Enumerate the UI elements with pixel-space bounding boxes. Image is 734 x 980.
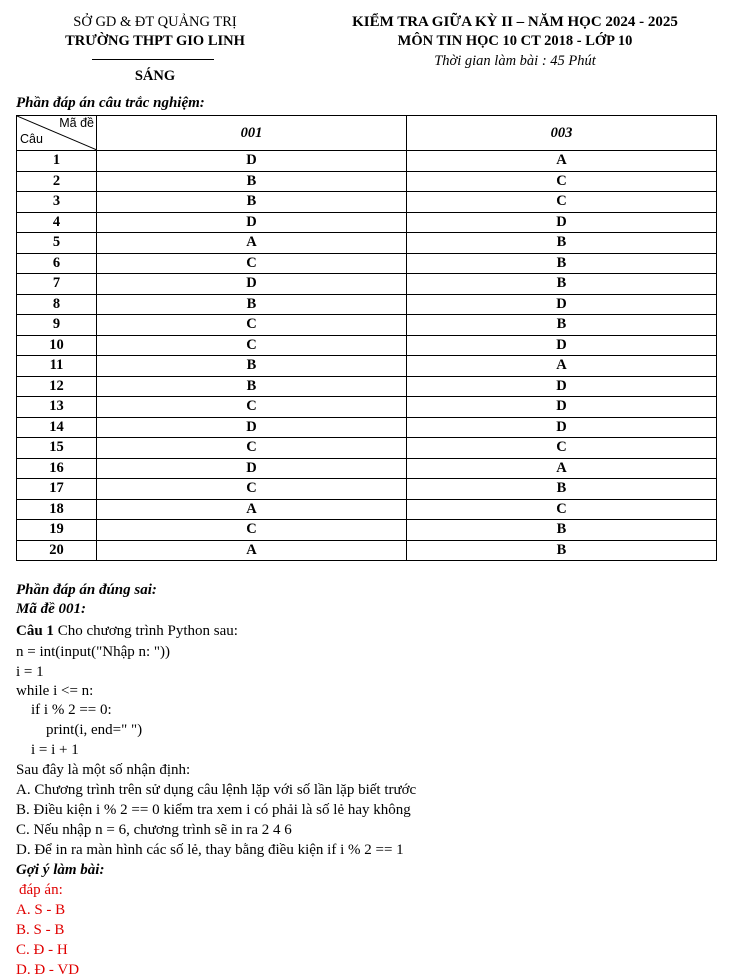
question-text: Cho chương trình Python sau: bbox=[53, 623, 238, 639]
answer-001: C bbox=[97, 520, 407, 541]
answer-001: A bbox=[97, 540, 407, 561]
answer-001: D bbox=[97, 458, 407, 479]
code-line-5: print(i, end=" ") bbox=[16, 722, 143, 738]
code-line-4: if i % 2 == 0: bbox=[16, 702, 112, 718]
question-number: 1 bbox=[17, 151, 97, 172]
answer-001: D bbox=[97, 151, 407, 172]
exam-title: KIỂM TRA GIỮA KỲ II – NĂM HỌC 2024 - 2025 bbox=[352, 14, 678, 30]
table-row bbox=[17, 499, 717, 520]
answer-003: B bbox=[407, 233, 717, 254]
answer-001: C bbox=[97, 397, 407, 418]
duration-line: Thời gian làm bài : 45 Phút bbox=[434, 53, 596, 69]
corner-question-label: Câu bbox=[20, 132, 43, 146]
school-name: TRƯỜNG THPT GIO LINH bbox=[65, 33, 245, 49]
answer-001: B bbox=[97, 171, 407, 192]
question-number: 18 bbox=[17, 499, 97, 520]
answer-003: A bbox=[407, 151, 717, 172]
table-header-row bbox=[17, 116, 717, 151]
code-title: Mã đề 001: bbox=[16, 601, 86, 617]
question-number: 19 bbox=[17, 520, 97, 541]
answer-003: A bbox=[407, 458, 717, 479]
question-number: 6 bbox=[17, 253, 97, 274]
answer-003: D bbox=[407, 376, 717, 397]
answer-001: C bbox=[97, 438, 407, 459]
statement-a: A. Chương trình trên sử dụng câu lệnh lặp với số lần lặp biết trước bbox=[16, 782, 417, 798]
answer-a: A. S - B bbox=[16, 902, 66, 918]
answer-003: C bbox=[407, 499, 717, 520]
answer-003: C bbox=[407, 438, 717, 459]
table-row bbox=[17, 253, 717, 274]
department-name: SỞ GD & ĐT QUẢNG TRỊ bbox=[73, 14, 237, 30]
answer-001: C bbox=[97, 315, 407, 336]
answer-001: C bbox=[97, 253, 407, 274]
code-header-003: 003 bbox=[407, 116, 717, 151]
table-row bbox=[17, 192, 717, 213]
question-number: 12 bbox=[17, 376, 97, 397]
table-row bbox=[17, 233, 717, 254]
question-number: 11 bbox=[17, 356, 97, 377]
answer-003: C bbox=[407, 192, 717, 213]
question-number: 14 bbox=[17, 417, 97, 438]
corner-cell bbox=[17, 116, 97, 151]
answer-label: đáp án: bbox=[19, 882, 63, 898]
table-row bbox=[17, 417, 717, 438]
answer-table bbox=[16, 115, 717, 561]
question-number: 15 bbox=[17, 438, 97, 459]
mc-section-title: Phần đáp án câu trắc nghiệm: bbox=[16, 95, 205, 111]
table-row bbox=[17, 151, 717, 172]
table-row bbox=[17, 438, 717, 459]
answer-003: B bbox=[407, 479, 717, 500]
answer-003: D bbox=[407, 335, 717, 356]
answer-003: D bbox=[407, 417, 717, 438]
answer-c: C. Đ - H bbox=[16, 942, 68, 958]
table-row bbox=[17, 315, 717, 336]
table-row bbox=[17, 212, 717, 233]
statement-c: C. Nếu nhập n = 6, chương trình sẽ in ra 2 4 6 bbox=[16, 822, 292, 838]
answer-003: B bbox=[407, 315, 717, 336]
table-row bbox=[17, 376, 717, 397]
question-number: 8 bbox=[17, 294, 97, 315]
answer-001: A bbox=[97, 499, 407, 520]
session-label: SÁNG bbox=[134, 68, 176, 84]
statement-b: B. Điều kiện i % 2 == 0 kiểm tra xem i có phải là số lẻ hay không bbox=[16, 802, 411, 818]
answer-001: C bbox=[97, 479, 407, 500]
question-number: 10 bbox=[17, 335, 97, 356]
table-row bbox=[17, 520, 717, 541]
answer-001: D bbox=[97, 274, 407, 295]
statement-d: D. Để in ra màn hình các số lẻ, thay bằng điều kiện if i % 2 == 1 bbox=[16, 842, 404, 858]
table-row bbox=[17, 540, 717, 561]
table-row bbox=[17, 356, 717, 377]
answer-001: B bbox=[97, 356, 407, 377]
hint-title: Gợi ý làm bài: bbox=[16, 862, 105, 878]
answer-003: A bbox=[407, 356, 717, 377]
answer-001: B bbox=[97, 192, 407, 213]
header-divider bbox=[92, 59, 214, 60]
code-line-1: n = int(input("Nhập n: ")) bbox=[16, 644, 171, 660]
corner-code-label: Mã đề bbox=[59, 116, 94, 130]
code-line-2: i = 1 bbox=[16, 664, 44, 680]
question-number: 3 bbox=[17, 192, 97, 213]
table-row bbox=[17, 335, 717, 356]
table-row bbox=[17, 294, 717, 315]
code-line-3: while i <= n: bbox=[16, 683, 94, 699]
answer-001: C bbox=[97, 335, 407, 356]
table-row bbox=[17, 397, 717, 418]
question-label: Câu 1 bbox=[16, 623, 54, 639]
answer-003: D bbox=[407, 294, 717, 315]
answer-001: B bbox=[97, 376, 407, 397]
question-number: 13 bbox=[17, 397, 97, 418]
question-number: 7 bbox=[17, 274, 97, 295]
question-number: 17 bbox=[17, 479, 97, 500]
question-number: 20 bbox=[17, 540, 97, 561]
code-line-6: i = i + 1 bbox=[16, 742, 79, 758]
answer-001: D bbox=[97, 417, 407, 438]
answer-003: B bbox=[407, 274, 717, 295]
code-header-001: 001 bbox=[97, 116, 407, 151]
answer-003: B bbox=[407, 520, 717, 541]
table-row bbox=[17, 458, 717, 479]
subject-line: MÔN TIN HỌC 10 CT 2018 - LỚP 10 bbox=[397, 33, 633, 49]
table-row bbox=[17, 479, 717, 500]
answer-001: D bbox=[97, 212, 407, 233]
question-number: 4 bbox=[17, 212, 97, 233]
table-row bbox=[17, 171, 717, 192]
answer-b: B. S - B bbox=[16, 922, 65, 938]
answer-003: B bbox=[407, 540, 717, 561]
answer-003: C bbox=[407, 171, 717, 192]
question-number: 5 bbox=[17, 233, 97, 254]
question-number: 16 bbox=[17, 458, 97, 479]
question-1 bbox=[16, 622, 238, 641]
answer-001: A bbox=[97, 233, 407, 254]
question-number: 2 bbox=[17, 171, 97, 192]
question-number: 9 bbox=[17, 315, 97, 336]
answer-003: B bbox=[407, 253, 717, 274]
statements-intro: Sau đây là một số nhận định: bbox=[16, 762, 191, 778]
answer-001: B bbox=[97, 294, 407, 315]
answer-003: D bbox=[407, 212, 717, 233]
answer-003: D bbox=[407, 397, 717, 418]
answer-d: D. Đ - VD bbox=[16, 962, 80, 978]
tf-section-title: Phần đáp án đúng sai: bbox=[16, 582, 157, 598]
table-row bbox=[17, 274, 717, 295]
